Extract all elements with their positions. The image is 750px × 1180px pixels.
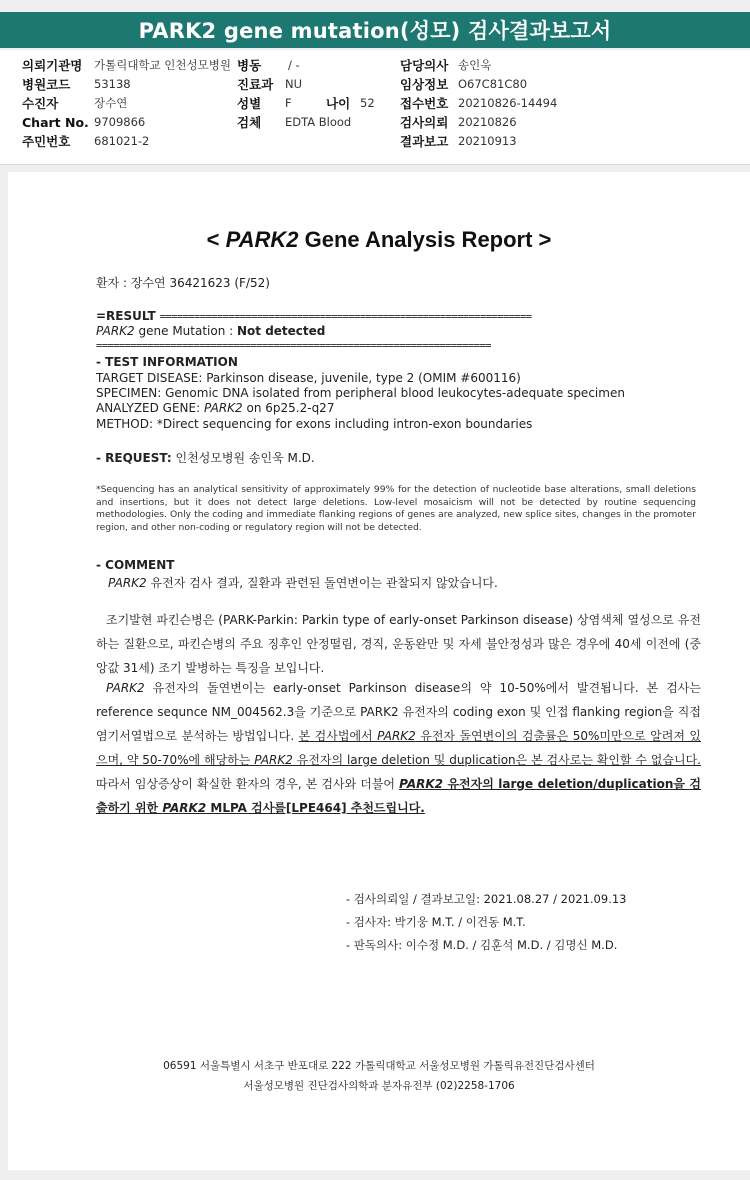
sex-value: F (285, 96, 292, 110)
comment-3-ul-gene-1: PARK2 (377, 729, 416, 743)
info-row-5 (0, 132, 750, 151)
age-value: 52 (360, 96, 375, 110)
comment-1 (108, 576, 498, 591)
ward-value: / - (288, 58, 300, 72)
analyzed-gene-name: PARK2 (203, 401, 243, 415)
specimen-value: EDTA Blood (285, 115, 352, 129)
method-line: METHOD: *Direct sequencing for exons including intron-exon boundaries (96, 417, 533, 431)
sex-label: 성별 (237, 96, 262, 111)
report-title-bar (0, 12, 750, 48)
specimen-label: 검체 (237, 115, 262, 130)
request-label: - REQUEST: (96, 451, 172, 465)
comment-3-ul-gene-2: PARK2 (254, 753, 293, 767)
report-date-label: 결과보고 (400, 134, 449, 149)
request-date-value: 20210826 (458, 115, 517, 129)
sign-readers: - 판독의사: 이수정 M.D. / 김훈석 M.D. / 김명신 M.D. (346, 938, 618, 952)
sign-dates: - 검사의뢰일 / 결과보고일: 2021.08.27 / 2021.09.13 (346, 892, 627, 906)
chart-no-label: Chart No. (22, 115, 89, 130)
footer-address: 06591 서울특별시 서초구 반포대로 222 가톨릭대학교 서울성모병원 가톨릭유전진단검사센터 (163, 1060, 595, 1072)
request-date-label: 검사의뢰 (400, 115, 449, 130)
ward-label: 병동 (237, 58, 262, 73)
result-label: =RESULT (96, 309, 156, 323)
clinical-info-value: O67C81C80 (458, 77, 528, 91)
result-text: gene Mutation : (134, 324, 237, 338)
result-separator-bottom: ===================================================================== (96, 340, 491, 352)
header-title: PARK2 gene mutation(성모) 검사결과보고서 (138, 19, 612, 43)
comment-3-a: 유전자의 돌연변이는 early-onset Parkinson disease의 약 10-50%에서 발견됩니다. 본 검사는 reference sequnce NM_004562.3을 기준으로 PARK2 유전자의 coding exon 및 인접 flanking region을 직접염기서열법으로 분석하는 방법입니다. (96, 681, 701, 743)
report-title-suffix: Gene Analysis Report > (298, 227, 552, 252)
doctor-value: 송인욱 (458, 58, 492, 72)
test-info-heading: - TEST INFORMATION (96, 355, 238, 369)
request-value: 인천성모병원 송인욱 M.D. (175, 451, 315, 465)
specimen-line: SPECIMEN: Genomic DNA isolated from peripheral blood leukocytes-adequate specimen (96, 386, 625, 400)
hospital-code-value: 53138 (94, 77, 131, 91)
result-gene: PARK2 (96, 324, 135, 338)
id-number-value: 681021-2 (94, 134, 150, 148)
info-row-4 (0, 113, 750, 132)
info-row-1 (0, 56, 750, 75)
department-label: 진료과 (237, 77, 274, 92)
report-paper (8, 172, 750, 1170)
comment-3-ul-2: 유전자 돌연변이의 검출률은 50%미만으로 알려져 있으며, 약 50-70%에 해당하는 (96, 729, 701, 767)
comment-3-bold-1: 유전자의 large deletion/duplication을 검출하기 위한 (96, 777, 702, 815)
comment-3-gene: PARK2 (106, 681, 145, 695)
comment-3-bold-2: MLPA 검사를[LPE464] 추천드립니다. (206, 801, 425, 815)
analyzed-gene-suffix: on 6p25.2-q27 (242, 401, 335, 415)
analyzed-gene-prefix: ANALYZED GENE: (96, 401, 204, 415)
comment-1-text: 유전자 검사 결과, 질환과 관련된 돌연변이는 관찰되지 않았습니다. (146, 576, 498, 590)
info-row-2 (0, 75, 750, 94)
comment-3-ul-3: 유전자의 large deletion 및 duplication은 본 검사로는 확인할 수 없습니다. (292, 753, 701, 767)
hospital-code-label: 병원코드 (22, 77, 71, 92)
target-disease: TARGET DISEASE: Parkinson disease, juvenile, type 2 (OMIM #600116) (96, 371, 521, 385)
report-title-gene: PARK2 (225, 227, 299, 252)
result-sep: ================================================================= (159, 311, 532, 323)
receipt-label: 접수번호 (400, 96, 449, 111)
comment-2: 조기발현 파킨슨병은 (PARK-Parkin: Parkin type of early-onset Parkinson disease) 상염색체 열성으로 유전하는 질환으로, 파킨슨병의 주요 징후인 안정떨림, 경직, 운동완만 및 자세 불안정성과 많은 경우에 40세 이전에 (중앙값 31세) 조기 발병하는 특징을 보입니다. (96, 613, 701, 675)
disclaimer: *Sequencing has an analytical sensitivity of approximately 99% for the detection of nucleotide base alterations, small deletions and insertions, but it does not detect large deletions. Low-level mosaicism will not be detected by routine sequencing methodologies. Only the coding and immediate flanking regions of genes are analyzed, new splice sites, changes in the promoter region, and other non-coding or regulatory region will not be detected. (96, 484, 696, 533)
request-line (96, 451, 315, 466)
receipt-value: 20210826-14494 (458, 96, 558, 110)
comment-3-bold-gene-2: PARK2 (162, 801, 207, 815)
id-number-label: 주민번호 (22, 134, 71, 149)
department-value: NU (285, 77, 303, 91)
comment-1-gene: PARK2 (108, 576, 147, 590)
institution-label: 의뢰기관명 (22, 58, 83, 73)
sign-testers: - 검사자: 박기웅 M.T. / 이건동 M.T. (346, 915, 526, 929)
comment-3-b: 따라서 임상증상이 확실한 환자의 경우, 본 검사와 더불어 (96, 777, 400, 791)
comment-3-ul-1: 본 검사법에서 (298, 729, 378, 743)
age-label: 나이 (326, 96, 351, 111)
report-title (8, 227, 750, 253)
report-title-prefix: < (206, 227, 226, 252)
institution-value: 가톨릭대학교 인천성모병원 (94, 58, 231, 72)
clinical-info-label: 임상정보 (400, 77, 449, 92)
doctor-label: 담당의사 (400, 58, 449, 73)
patient-info-block (0, 50, 750, 165)
result-line (96, 324, 325, 339)
analyzed-gene-line (96, 401, 334, 416)
comment-heading: - COMMENT (96, 558, 175, 572)
chart-no-value: 9709866 (94, 115, 146, 129)
result-separator-top (96, 309, 531, 325)
footer-department: 서울성모병원 진단검사의학과 분자유전부 (02)2258-1706 (243, 1080, 515, 1092)
info-row-3 (0, 94, 750, 113)
comment-3-bold-gene-1: PARK2 (399, 777, 443, 791)
examinee-value: 장수연 (94, 96, 128, 110)
comment-3 (96, 676, 701, 820)
examinee-label: 수진자 (22, 96, 59, 111)
report-date-value: 20210913 (458, 134, 517, 148)
result-value: Not detected (237, 324, 326, 338)
patient-line: 환자 : 장수연 36421623 (F/52) (96, 276, 270, 290)
